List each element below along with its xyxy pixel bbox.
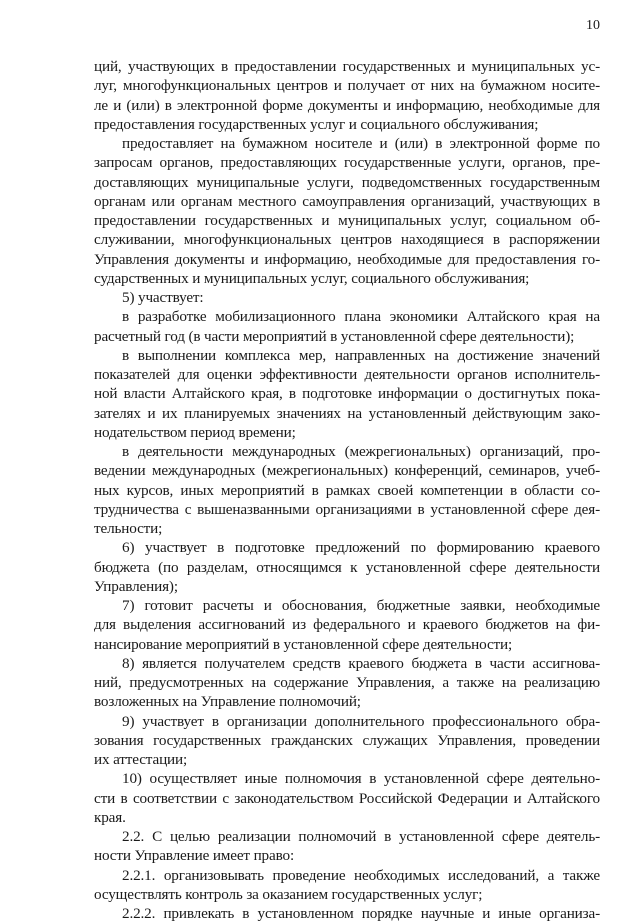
text-line: сударственных и муниципальных услуг, социального обслуживания; [94,269,530,287]
text-line: в выполнении комплекса мер, направленных на достижение значений [122,346,600,364]
text-line: ности Управление имеет право: [94,847,295,865]
text-line: для выделения ассигнований из федерального и краевого бюджетов на фи- [94,616,600,634]
text-line: бюджета (по разделам, относящимся к установленной сфере деятельности [94,558,600,576]
text-line: тельности; [94,520,163,537]
text-line: запросам органов, предоставляющих государственные услуги, органов, пре- [94,154,600,172]
text-line: сти в соответствии с законодательством Российской Федерации и Алтайского [94,789,600,807]
text-line: Управления документы и информацию, необходимые для предоставления го- [94,250,600,268]
text-line: 7) готовит расчеты и обоснования, бюджетные заявки, необходимые [122,597,600,614]
text-line: ний, предусмотренных на содержание Управления, а также на реализацию [94,674,600,691]
text-line: предоставляет на бумажном носителе и (или) в электронной форме по [122,135,600,152]
text-line: 2.2.1. организовывать проведение необходимых исследований, а также [122,866,600,884]
text-line: ле и (или) в электронной форме документы и информацию, необходимые для [94,96,600,114]
text-line: 2.2.2. привлекать в установленном порядке научные и иные организа- [122,905,600,922]
text-line: в разработке мобилизационного плана экономики Алтайского края на [122,308,600,326]
text-line: края. [94,808,126,826]
text-line: доставляющих муниципальные услуги, подведомственных государственным [94,173,600,191]
text-line: зования государственных гражданских служащих Управления, проведении [94,731,600,749]
text-line: зателях и их планируемых значениях на установленный действующим зако- [94,404,600,422]
text-line: 5) участвует: [122,289,204,306]
text-line: в деятельности международных (межрегиональных) организаций, про- [122,443,600,460]
text-line: расчетный год (в части мероприятий в установленной сфере деятельности); [94,327,575,345]
text-line: предоставления государственных услуг и социального обслуживания; [94,115,539,133]
text-line: нансирование мероприятий в установленной сфере деятельности; [94,635,513,653]
text-line: ной власти Алтайского края, в подготовке информации о достигнутых пока- [94,385,600,403]
text-line: возложенных на Управление полномочий; [94,693,361,711]
text-line: трудничества с вышеназванными организациями в установленной сфере дея- [94,500,600,518]
text-line: служивании, многофункциональных центров находящиеся в распоряжении [94,231,600,249]
text-line: 6) участвует в подготовке предложений по формированию краевого [122,539,600,557]
text-line: органам или органам местного самоуправления организаций, участвующих в [94,192,600,210]
text-line: 10) осуществляет иные полномочия в установленной сфере деятельно- [122,770,600,788]
document-body [94,57,600,923]
text-line: Управления); [94,577,178,595]
text-line: 2.2. С целью реализации полномочий в установленной сфере деятель- [122,828,600,845]
text-line: ных курсов, иных мероприятий в рамках своей компетенции в области со- [94,481,600,499]
text-line: предоставлении государственных и муниципальных услуг, социальном об- [94,212,600,229]
text-line: 8) является получателем средств краевого бюджета в части ассигнова- [122,654,600,672]
text-line: луг, многофункциональных центров и получает от них на бумажном носите- [94,77,600,95]
text-line: их аттестации; [94,751,188,768]
text-line: осуществлять контроль за оказанием государственных услуг; [94,885,483,903]
page-number: 10 [586,18,600,33]
text-line: показателей для оценки эффективности деятельности органов исполнитель- [94,366,600,383]
text-line: нодательством период времени; [94,423,296,441]
text-line: ций, участвующих в предоставлении государственных и муниципальных ус- [94,58,600,75]
text-line: 9) участвует в организации дополнительного профессионального обра- [122,712,600,730]
text-line: ведении международных (межрегиональных) конференций, семинаров, учеб- [94,462,600,480]
